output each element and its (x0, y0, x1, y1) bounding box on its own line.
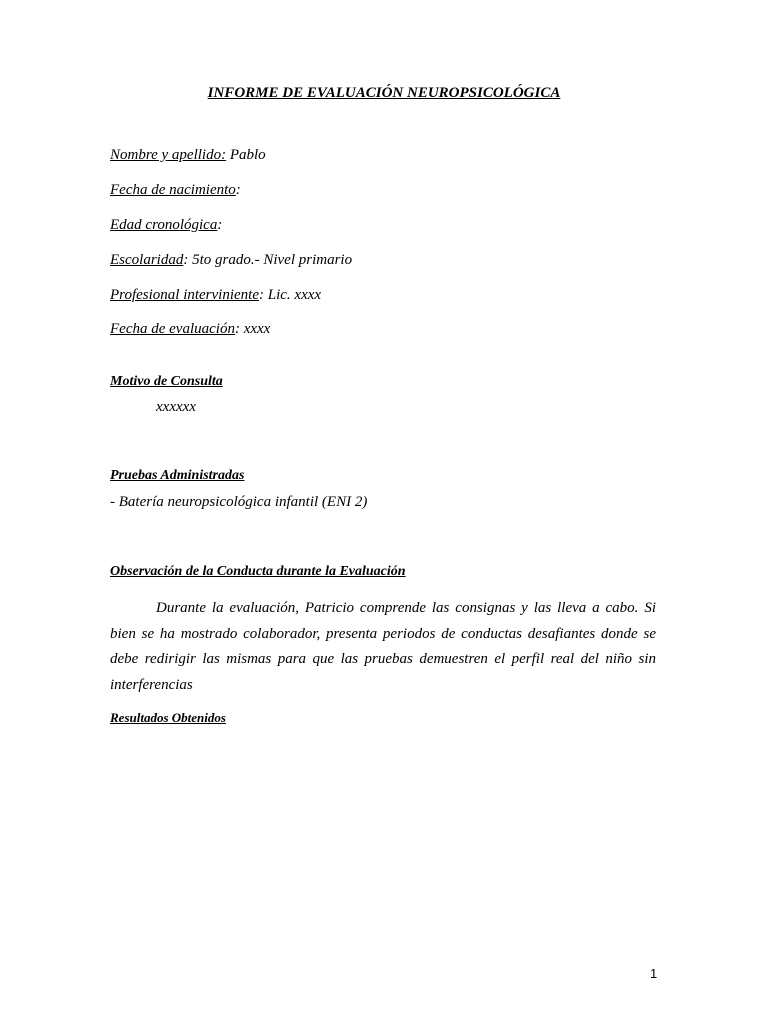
section-heading-resultados: Resultados Obtenidos (110, 710, 226, 725)
field-label: Profesional interviniente (110, 287, 259, 303)
field-edad (110, 217, 222, 234)
section-heading-pruebas: Pruebas Administradas (110, 468, 245, 483)
field-label: Escolaridad (110, 252, 184, 268)
field-label: Nombre y apellido: (110, 147, 227, 163)
field-escolaridad (110, 252, 352, 269)
section-body-observacion: Durante la evaluación, Patricio comprende las consignas y las lleva a cabo. Si bien se ha mostrado colaborador, presenta periodos de conductas desafiantes donde se debe redirigir las mismas para que las pruebas demuestren el perfil real del niño sin interferencias (110, 600, 656, 693)
section-heading-observacion: Observación de la Conducta durante la Evaluación (110, 564, 406, 579)
field-value: : Lic. xxxx (259, 287, 322, 303)
field-value: : (217, 217, 223, 233)
field-value: : (235, 182, 241, 198)
field-fecha-evaluacion (110, 321, 270, 338)
field-profesional (110, 287, 321, 304)
field-nombre (110, 147, 266, 164)
page-number: 1 (650, 966, 658, 981)
document-title: INFORME DE EVALUACIÓN NEUROPSICOLÓGICA (207, 85, 561, 101)
section-body-motivo: xxxxxx (156, 399, 196, 415)
field-label: Edad cronológica (110, 217, 218, 233)
field-value: : 5to grado.- Nivel primario (183, 252, 353, 268)
field-value: Pablo (226, 147, 266, 163)
field-value: : xxxx (234, 321, 271, 337)
section-heading-motivo: Motivo de Consulta (110, 374, 223, 389)
field-label: Fecha de evaluación (110, 321, 235, 337)
section-body-pruebas: - Batería neuropsicológica infantil (ENI 2) (110, 494, 368, 510)
field-fecha-nacimiento (110, 182, 241, 199)
field-label: Fecha de nacimiento (110, 182, 236, 198)
